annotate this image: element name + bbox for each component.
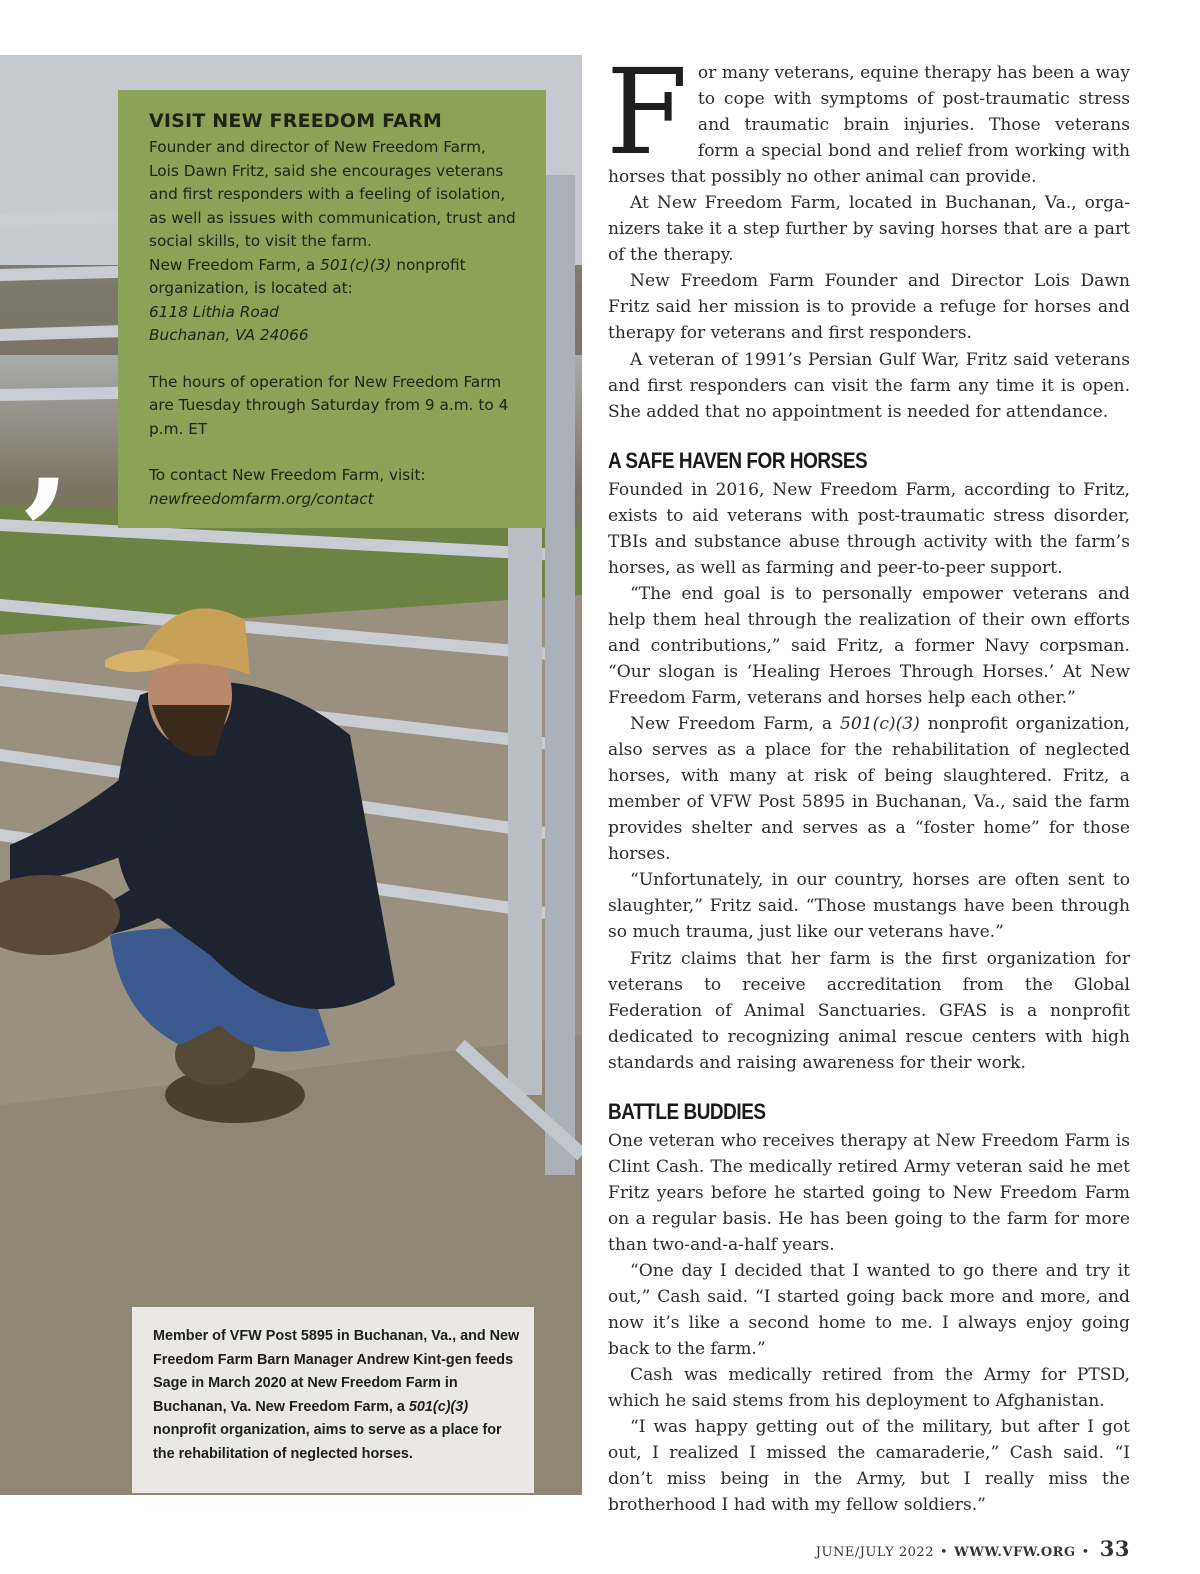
- photo-caption: [132, 1307, 534, 1493]
- caption-text-post: nonprofit organization, aims to serve as a place for the rehabilitation of neglected horses.: [153, 1422, 502, 1462]
- article-paragraph-2: At New Freedom Farm, located in Buchanan, Va., organizers take it a step further by saving horses that are a part of the therapy.: [608, 193, 1130, 266]
- caption-text-code: 501(c)(3): [408, 1398, 469, 1415]
- decorative-quote-mark: ’: [18, 447, 71, 623]
- sidebar-contact-link[interactable]: [149, 488, 516, 512]
- article-paragraph-11: “One day I decided that I wanted to go there and try it out,” Cash said. “I started going back more and more, and now it’s like a second home to me. I always enjoy going back to the farm.”: [608, 1260, 1130, 1360]
- folio-date: JUNE/JULY 2022: [815, 1545, 934, 1560]
- folio-separator-1: •: [939, 1545, 949, 1560]
- article-paragraph-6: “The end goal is to personally empower veterans and help them heal through the realization of their own efforts and contributions,” said Fritz, a former Navy corpsman. “Our slogan is ‘Healing Heroes Through Horses.’ At New Freedom Farm, veterans and horses help each other.”: [608, 583, 1130, 709]
- section-heading-battle-buddies: BATTLE BUDDIES: [608, 1098, 766, 1124]
- article-paragraph-5: Founded in 2016, New Freedom Farm, according to Fritz, exists to aid veterans with post-traumatic stress disorder, TBIs and substance abuse through activity with the farm’s horses, as well as farming and peer-to-peer support.: [608, 479, 1130, 578]
- sidebar-contact-url[interactable]: newfreedomfarm.org/contact: [149, 489, 374, 508]
- article-paragraph-10: One veteran who receives therapy at New Freedom Farm is Clint Cash. The medically retired Army veteran said he met Fritz years before he started going to New Freedom Farm on a regular basis. He has been going to the farm for more than two-and-a-half years.: [608, 1130, 1130, 1255]
- sidebar-address-line2: Buchanan, VA 24066: [149, 326, 309, 344]
- article-paragraph-7-post: nonprofit organization, also serves as a place for the rehabilitation of neglected horses, with many at risk of being slaughtered. Fritz, a member of VFW Post 5895 in Buchanan, Va., said the farm provides shelter and serves as a “foster home” for those horses.: [608, 714, 1130, 865]
- sidebar-nonprofit-code: 501(c)(3): [320, 255, 392, 274]
- folio-site-link[interactable]: WWW.VFW.ORG: [954, 1545, 1076, 1560]
- article-paragraph-7-code: 501(c)(3): [840, 714, 920, 735]
- article-paragraph-1-text: or many veterans, equine therapy has been a way to cope with symptoms of post-traumatic stress and traumatic brain injuries. Those veterans form a special bond and relief from working with horses that possibly no other animal can provide.: [608, 63, 1130, 188]
- article-paragraph-7: [608, 711, 1130, 867]
- article-paragraph-8: “Unfortunately, in our country, horses are often sent to slaughter,” Fritz said. “Those mustangs have been through so much trauma, just like our veterans have.”: [608, 870, 1130, 943]
- sidebar-nonprofit-pre: New Freedom Farm, a: [149, 255, 321, 274]
- article-body: [606, 43, 1130, 1518]
- visit-sidebar-box: [118, 90, 546, 528]
- sidebar-intro: Founder and director of New Freedom Farm, Lois Dawn Fritz, said she encourages veterans and first responders with a feeling of isolation, as well as issues with communication, trust and social skills, to visit the farm.: [149, 138, 516, 250]
- drop-cap: F: [606, 43, 688, 181]
- article-paragraph-1: [606, 43, 1130, 190]
- article-paragraph-9: Fritz claims that her farm is the first organization for veterans to receive accreditation from the Global Federation of Animal Sanctuaries. GFAS is a nonprofit dedicated to recognizing animal rescue centers with high standards and raising awareness for their work.: [608, 948, 1130, 1073]
- sidebar-nonprofit-text: [149, 254, 516, 301]
- article-paragraph-13: “I was happy getting out of the military, but after I got out, I realized I missed the camaraderie,” Cash said. “I don’t miss being in the Army, but I really miss the brotherhood I had with my fellow soldiers.”: [608, 1417, 1130, 1516]
- article-paragraph-4: A veteran of 1991’s Persian Gulf War, Fritz said veterans and first responders can visit the farm any time it is open. She added that no appointment is needed for attendance.: [608, 349, 1130, 422]
- page-folio: [816, 1536, 1130, 1561]
- sidebar-address: [149, 301, 516, 348]
- sidebar-title: VISIT NEW FREEDOM FARM: [149, 110, 443, 132]
- caption-text-pre: Member of VFW Post 5895 in Buchanan, Va., and New Freedom Farm Barn Manager Andrew Kint-gen feeds Sage in March 2020 at New Freedom Farm in Buchanan, Va. New Freedom Farm, a: [153, 1328, 520, 1415]
- article-paragraph-12: Cash was medically retired from the Army for PTSD, which he said stems from his deployment to Afghanistan.: [608, 1365, 1130, 1412]
- sidebar-nonprofit-post: nonprofit organization, is located at:: [149, 255, 466, 297]
- sidebar-hours: The hours of operation for New Freedom Farm are Tuesday through Saturday from 9 a.m. to 4 p.m. ET: [149, 372, 509, 438]
- article-paragraph-3: New Freedom Farm Founder and Director Lois Dawn Fritz said her mission is to provide a refuge for horses and therapy for veterans and first responders.: [608, 271, 1130, 344]
- sidebar-contact-label: To contact New Freedom Farm, visit:: [149, 466, 426, 484]
- section-heading-safe-haven: A SAFE HAVEN FOR HORSES: [608, 447, 868, 473]
- article-paragraph-7-pre: New Freedom Farm, a: [630, 714, 841, 735]
- folio-separator-2: •: [1081, 1545, 1090, 1560]
- page-number: 33: [1099, 1536, 1130, 1561]
- sidebar-address-line1: 6118 Lithia Road: [149, 302, 279, 321]
